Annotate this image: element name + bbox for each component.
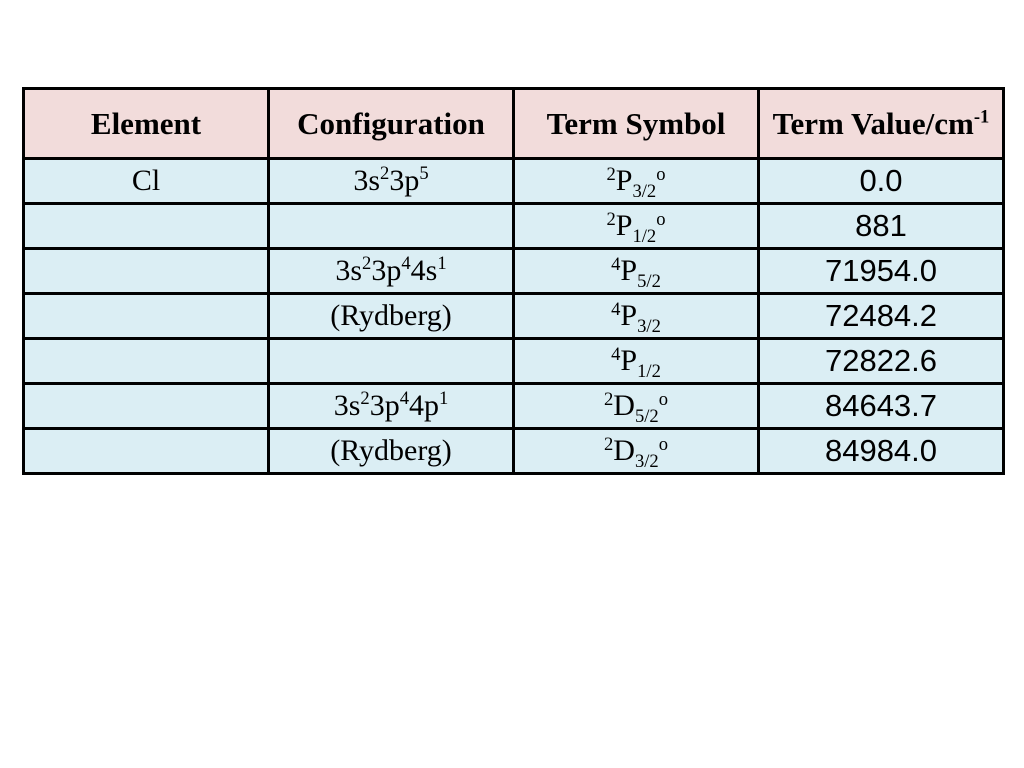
term-symbol-cell — [514, 429, 759, 474]
configuration-text: 3s — [353, 164, 381, 197]
term-multiplicity: 2 — [606, 208, 616, 230]
table-row — [24, 249, 1004, 294]
element-cell: Cl — [24, 159, 269, 204]
term-j-value: 1/2 — [632, 225, 657, 247]
term-orbital-letter: P — [620, 254, 638, 287]
configuration-superscript: 4 — [401, 253, 411, 274]
term-symbol-cell — [514, 294, 759, 339]
element-cell — [24, 204, 269, 249]
configuration-cell — [269, 339, 514, 384]
configuration-text: 4p — [408, 389, 439, 422]
term-orbital-letter: P — [615, 209, 633, 242]
term-symbol-cell — [514, 159, 759, 204]
term-multiplicity: 2 — [603, 433, 614, 455]
term-value-cell: 881 — [759, 204, 1004, 249]
header-element: Element — [24, 89, 269, 159]
table-row — [24, 339, 1004, 384]
configuration-text: 3p — [389, 164, 420, 197]
configuration-superscript: 1 — [437, 253, 447, 274]
configuration-text: 3p — [371, 254, 402, 287]
term-multiplicity: 4 — [611, 298, 621, 320]
term-j-value: 5/2 — [634, 405, 659, 427]
configuration-cell — [269, 159, 514, 204]
term-orbital-letter: P — [615, 164, 633, 197]
header-term-symbol: Term Symbol — [514, 89, 759, 159]
configuration-cell — [269, 204, 514, 249]
term-symbol-cell — [514, 204, 759, 249]
term-j-value: 5/2 — [637, 270, 661, 292]
configuration-text: (Rydberg) — [330, 434, 452, 467]
table-row — [24, 429, 1004, 474]
configuration-text: 3s — [335, 254, 363, 287]
term-parity: o — [658, 433, 669, 455]
configuration-text: 4s — [410, 254, 438, 287]
table-row — [24, 384, 1004, 429]
element-cell — [24, 339, 269, 384]
configuration-cell — [269, 294, 514, 339]
table-row — [24, 159, 1004, 204]
configuration-cell — [269, 384, 514, 429]
term-values-table — [22, 87, 1005, 475]
header-row — [24, 89, 1004, 159]
element-cell — [24, 384, 269, 429]
configuration-superscript: 2 — [380, 163, 390, 184]
term-symbol-cell — [514, 339, 759, 384]
term-multiplicity: 2 — [606, 163, 616, 185]
term-multiplicity: 2 — [603, 388, 614, 410]
header-term-value-exponent: -1 — [973, 106, 990, 128]
configuration-superscript: 4 — [399, 388, 409, 409]
term-symbol-cell — [514, 384, 759, 429]
term-orbital-letter: D — [613, 389, 635, 422]
term-j-value: 3/2 — [634, 450, 659, 472]
configuration-superscript: 2 — [362, 253, 372, 274]
table-body — [24, 159, 1004, 474]
term-orbital-letter: P — [620, 344, 638, 377]
header-term-value-base: Term Value/cm — [772, 105, 974, 141]
term-j-value: 3/2 — [632, 180, 657, 202]
configuration-superscript: 1 — [438, 388, 449, 409]
table-row — [24, 204, 1004, 249]
term-symbol-cell — [514, 249, 759, 294]
table-row — [24, 294, 1004, 339]
term-parity: o — [656, 163, 666, 185]
header-configuration: Configuration — [269, 89, 514, 159]
term-value-cell: 84643.7 — [759, 384, 1004, 429]
term-j-value: 1/2 — [637, 360, 661, 382]
term-parity: o — [656, 208, 666, 230]
configuration-superscript: 2 — [360, 388, 370, 409]
element-cell — [24, 429, 269, 474]
header-term-value — [759, 89, 1004, 159]
term-value-cell: 84984.0 — [759, 429, 1004, 474]
configuration-cell — [269, 429, 514, 474]
configuration-text: 3p — [369, 389, 400, 422]
configuration-superscript: 5 — [419, 163, 429, 184]
configuration-text: 3s — [333, 389, 361, 422]
term-value-cell: 71954.0 — [759, 249, 1004, 294]
element-cell — [24, 249, 269, 294]
term-value-cell: 72822.6 — [759, 339, 1004, 384]
term-multiplicity: 4 — [611, 343, 621, 365]
term-parity: o — [658, 388, 669, 410]
configuration-text: (Rydberg) — [330, 299, 452, 332]
term-value-cell: 72484.2 — [759, 294, 1004, 339]
configuration-cell — [269, 249, 514, 294]
term-orbital-letter: D — [613, 434, 635, 467]
term-value-cell: 0.0 — [759, 159, 1004, 204]
term-orbital-letter: P — [620, 299, 638, 332]
element-cell — [24, 294, 269, 339]
term-multiplicity: 4 — [611, 253, 621, 275]
term-j-value: 3/2 — [637, 315, 661, 337]
